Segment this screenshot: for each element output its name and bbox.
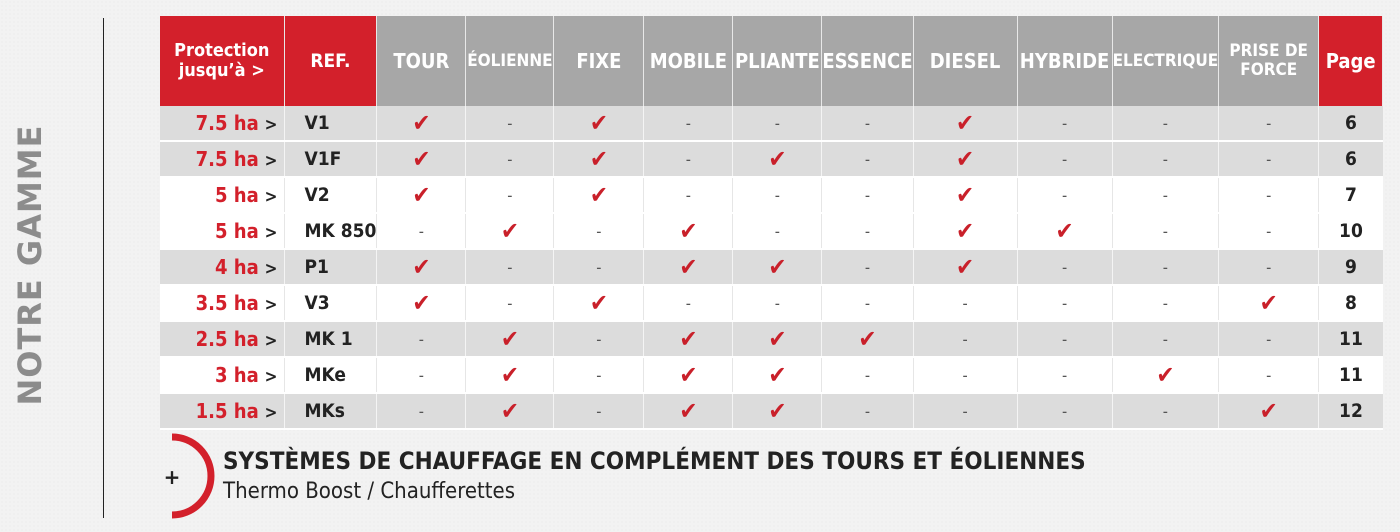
- plus-icon: +: [163, 465, 181, 489]
- ref-cell: MKs: [284, 393, 377, 429]
- dash-icon: -: [864, 186, 871, 205]
- table-row: [160, 249, 1383, 285]
- page-cell: 12: [1319, 393, 1383, 429]
- dash-icon: -: [1162, 258, 1168, 277]
- cell-essence: [822, 285, 913, 321]
- dash-icon: -: [1061, 114, 1068, 133]
- cell-tour: [377, 249, 466, 285]
- dash-icon: -: [685, 186, 691, 205]
- protection-value: 5 ha: [214, 183, 259, 207]
- cell-electrique: [1112, 141, 1219, 177]
- cell-pliante: [733, 321, 822, 357]
- ref-cell: MK 1: [284, 321, 377, 357]
- check-icon: ✔: [589, 109, 608, 137]
- cell-eolienne: [466, 285, 554, 321]
- cell-essence: [822, 321, 913, 357]
- arrow-glyph: >: [264, 367, 278, 387]
- cell-tour: [377, 321, 466, 357]
- arrow-glyph: >: [264, 403, 278, 423]
- page-cell: 7: [1319, 177, 1383, 213]
- cell-electrique: [1112, 177, 1219, 213]
- cell-essence: [822, 141, 913, 177]
- check-icon: ✔: [500, 325, 519, 353]
- check-icon: ✔: [768, 397, 787, 425]
- dash-icon: -: [962, 366, 968, 385]
- ref-cell: MK 850: [284, 213, 377, 249]
- check-icon: ✔: [500, 217, 519, 245]
- check-icon: ✔: [956, 181, 975, 209]
- table-header-row: [160, 16, 1383, 106]
- dash-icon: -: [1061, 150, 1068, 169]
- cell-mobile: [644, 213, 733, 249]
- dash-icon: -: [864, 366, 871, 385]
- header-hybride: HYBRIDE: [1017, 16, 1112, 106]
- cell-diesel: [913, 177, 1017, 213]
- cell-electrique: [1112, 213, 1219, 249]
- cell-prise-de-force: [1219, 213, 1319, 249]
- dash-icon: -: [774, 294, 780, 313]
- footer-subtitle: Thermo Boost / Chaufferettes: [223, 479, 516, 504]
- page-cell: 6: [1319, 141, 1383, 177]
- cell-eolienne: [466, 106, 554, 141]
- cell-tour: [377, 177, 466, 213]
- product-range-table: [160, 16, 1383, 430]
- cell-prise-de-force: [1219, 141, 1319, 177]
- dash-icon: -: [596, 258, 602, 277]
- dash-icon: -: [1162, 114, 1168, 133]
- cell-mobile: [644, 357, 733, 393]
- dash-icon: -: [1162, 150, 1168, 169]
- cell-mobile: [644, 393, 733, 429]
- cell-eolienne: [466, 177, 554, 213]
- header-diesel: DIESEL: [913, 16, 1017, 106]
- cell-essence: [822, 213, 913, 249]
- arrow-glyph: >: [264, 295, 278, 315]
- cell-mobile: [644, 106, 733, 141]
- check-icon: ✔: [679, 253, 698, 281]
- dash-icon: -: [418, 402, 424, 421]
- dash-icon: -: [1061, 402, 1068, 421]
- arrow-glyph: >: [264, 259, 278, 279]
- dash-icon: -: [962, 402, 968, 421]
- plus-badge: [160, 432, 220, 520]
- cell-mobile: [644, 177, 733, 213]
- check-icon: ✔: [679, 217, 698, 245]
- header-tour: TOUR: [377, 16, 466, 106]
- protection-value: 5 ha: [214, 219, 259, 243]
- arrow-glyph: >: [264, 151, 278, 171]
- header-page: Page: [1319, 16, 1383, 106]
- dash-icon: -: [1061, 366, 1068, 385]
- cell-fixe: [554, 213, 644, 249]
- table-row: [160, 321, 1383, 357]
- cell-diesel: [913, 285, 1017, 321]
- check-icon: ✔: [500, 361, 519, 389]
- dash-icon: -: [864, 114, 871, 133]
- check-icon: ✔: [768, 145, 787, 173]
- cell-diesel: [913, 357, 1017, 393]
- header-eolienne: ÉOLIENNE: [466, 16, 554, 106]
- dash-icon: -: [774, 114, 780, 133]
- page-cell: 11: [1319, 357, 1383, 393]
- page-cell: 9: [1319, 249, 1383, 285]
- check-icon: ✔: [1055, 217, 1074, 245]
- cell-mobile: [644, 285, 733, 321]
- dash-icon: -: [1061, 294, 1068, 313]
- table-row: [160, 285, 1383, 321]
- cell-prise-de-force: [1219, 177, 1319, 213]
- dash-icon: -: [1266, 150, 1272, 169]
- header-essence: ESSENCE: [822, 16, 913, 106]
- cell-fixe: [554, 321, 644, 357]
- protection-cell: [160, 357, 284, 393]
- cell-eolienne: [466, 141, 554, 177]
- check-icon: ✔: [1156, 361, 1175, 389]
- dash-icon: -: [596, 402, 602, 421]
- dash-icon: -: [864, 402, 871, 421]
- cell-electrique: [1112, 106, 1219, 141]
- cell-pliante: [733, 213, 822, 249]
- cell-pliante: [733, 285, 822, 321]
- cell-diesel: [913, 141, 1017, 177]
- ref-cell: P1: [284, 249, 377, 285]
- cell-hybride: [1017, 321, 1112, 357]
- check-icon: ✔: [679, 361, 698, 389]
- cell-electrique: [1112, 393, 1219, 429]
- cell-prise-de-force: [1219, 285, 1319, 321]
- header-prise-de-force: PRISE DE FORCE: [1219, 16, 1319, 106]
- check-icon: ✔: [956, 109, 975, 137]
- dash-icon: -: [1266, 114, 1272, 133]
- footer-title: SYSTÈMES DE CHAUFFAGE EN COMPLÉMENT DES TOURS ET ÉOLIENNES: [223, 447, 1086, 475]
- page-cell: 6: [1319, 106, 1383, 141]
- cell-tour: [377, 213, 466, 249]
- cell-prise-de-force: [1219, 249, 1319, 285]
- arrow-glyph: >: [264, 187, 278, 207]
- cell-mobile: [644, 321, 733, 357]
- cell-eolienne: [466, 393, 554, 429]
- table-row: [160, 177, 1383, 213]
- cell-hybride: [1017, 141, 1112, 177]
- cell-pliante: [733, 141, 822, 177]
- cell-fixe: [554, 285, 644, 321]
- cell-electrique: [1112, 285, 1219, 321]
- header-ref: REF.: [284, 16, 377, 106]
- dash-icon: -: [507, 114, 513, 133]
- cell-essence: [822, 357, 913, 393]
- dash-icon: -: [774, 186, 780, 205]
- table-row: [160, 393, 1383, 429]
- check-icon: ✔: [412, 289, 431, 317]
- check-icon: ✔: [1259, 397, 1278, 425]
- cell-tour: [377, 357, 466, 393]
- plus-ring-icon: [160, 432, 220, 520]
- cell-diesel: [913, 249, 1017, 285]
- protection-value: 3.5 ha: [195, 291, 259, 315]
- cell-eolienne: [466, 357, 554, 393]
- dash-icon: -: [596, 366, 602, 385]
- check-icon: ✔: [768, 325, 787, 353]
- arrow-glyph: >: [264, 223, 278, 243]
- check-icon: ✔: [768, 253, 787, 281]
- table-row: [160, 213, 1383, 249]
- dash-icon: -: [1266, 330, 1272, 349]
- page-cell: 10: [1319, 213, 1383, 249]
- table-row: [160, 141, 1383, 177]
- check-icon: ✔: [589, 145, 608, 173]
- cell-hybride: [1017, 249, 1112, 285]
- cell-fixe: [554, 141, 644, 177]
- dash-icon: -: [1162, 330, 1168, 349]
- dash-icon: -: [864, 294, 871, 313]
- cell-fixe: [554, 393, 644, 429]
- page-cell: 11: [1319, 321, 1383, 357]
- dash-icon: -: [864, 150, 871, 169]
- cell-fixe: [554, 106, 644, 141]
- dash-icon: -: [962, 294, 968, 313]
- header-fixe: FIXE: [554, 16, 644, 106]
- dash-icon: -: [418, 366, 424, 385]
- dash-icon: -: [507, 294, 513, 313]
- check-icon: ✔: [768, 361, 787, 389]
- cell-fixe: [554, 249, 644, 285]
- protection-value: 7.5 ha: [195, 111, 259, 135]
- cell-essence: [822, 393, 913, 429]
- check-icon: ✔: [679, 397, 698, 425]
- ref-cell: V1: [284, 106, 377, 141]
- dash-icon: -: [1061, 186, 1068, 205]
- check-icon: ✔: [589, 289, 608, 317]
- cell-mobile: [644, 141, 733, 177]
- protection-value: 7.5 ha: [195, 147, 259, 171]
- dash-icon: -: [1162, 222, 1168, 241]
- cell-hybride: [1017, 393, 1112, 429]
- cell-diesel: [913, 213, 1017, 249]
- cell-eolienne: [466, 213, 554, 249]
- dash-icon: -: [774, 222, 780, 241]
- header-electrique: ELECTRIQUE: [1112, 16, 1219, 106]
- protection-value: 1.5 ha: [195, 399, 259, 423]
- cell-pliante: [733, 393, 822, 429]
- check-icon: ✔: [1259, 289, 1278, 317]
- dash-icon: -: [685, 150, 691, 169]
- dash-icon: -: [1061, 258, 1068, 277]
- header-protection: Protection jusqu’à >: [160, 16, 284, 106]
- cell-eolienne: [466, 249, 554, 285]
- protection-cell: [160, 393, 284, 429]
- dash-icon: -: [1266, 366, 1272, 385]
- dash-icon: -: [1162, 294, 1168, 313]
- dash-icon: -: [1266, 258, 1272, 277]
- cell-hybride: [1017, 177, 1112, 213]
- header-pliante: PLIANTE: [733, 16, 822, 106]
- dash-icon: -: [596, 330, 602, 349]
- table-row: [160, 357, 1383, 393]
- cell-essence: [822, 106, 913, 141]
- arrow-glyph: >: [264, 331, 278, 351]
- check-icon: ✔: [412, 145, 431, 173]
- protection-cell: [160, 249, 284, 285]
- protection-value: 4 ha: [214, 255, 259, 279]
- header-mobile: MOBILE: [644, 16, 733, 106]
- cell-essence: [822, 177, 913, 213]
- protection-value: 2.5 ha: [195, 327, 259, 351]
- dash-icon: -: [962, 330, 968, 349]
- ref-cell: V3: [284, 285, 377, 321]
- page-cell: 8: [1319, 285, 1383, 321]
- cell-pliante: [733, 357, 822, 393]
- dash-icon: -: [1162, 402, 1168, 421]
- dash-icon: -: [418, 222, 424, 241]
- cell-tour: [377, 285, 466, 321]
- table-row: [160, 106, 1383, 141]
- cell-hybride: [1017, 106, 1112, 141]
- protection-cell: [160, 106, 284, 141]
- protection-cell: [160, 285, 284, 321]
- check-icon: ✔: [679, 325, 698, 353]
- cell-hybride: [1017, 213, 1112, 249]
- cell-prise-de-force: [1219, 106, 1319, 141]
- ref-cell: V2: [284, 177, 377, 213]
- dash-icon: -: [1266, 222, 1272, 241]
- protection-cell: [160, 177, 284, 213]
- cell-pliante: [733, 177, 822, 213]
- dash-icon: -: [864, 258, 871, 277]
- cell-eolienne: [466, 321, 554, 357]
- protection-cell: [160, 213, 284, 249]
- cell-electrique: [1112, 357, 1219, 393]
- dash-icon: -: [685, 114, 691, 133]
- cell-prise-de-force: [1219, 393, 1319, 429]
- dash-icon: -: [1162, 186, 1168, 205]
- dash-icon: -: [507, 186, 513, 205]
- cell-electrique: [1112, 321, 1219, 357]
- dash-icon: -: [507, 150, 513, 169]
- cell-pliante: [733, 106, 822, 141]
- dash-icon: -: [418, 330, 424, 349]
- check-icon: ✔: [412, 181, 431, 209]
- cell-hybride: [1017, 285, 1112, 321]
- cell-tour: [377, 393, 466, 429]
- cell-tour: [377, 106, 466, 141]
- cell-pliante: [733, 249, 822, 285]
- cell-mobile: [644, 249, 733, 285]
- arrow-glyph: >: [264, 115, 278, 135]
- dash-icon: -: [1266, 186, 1272, 205]
- cell-diesel: [913, 321, 1017, 357]
- check-icon: ✔: [956, 145, 975, 173]
- ref-cell: MKe: [284, 357, 377, 393]
- check-icon: ✔: [956, 253, 975, 281]
- cell-essence: [822, 249, 913, 285]
- protection-cell: [160, 141, 284, 177]
- check-icon: ✔: [858, 325, 877, 353]
- cell-fixe: [554, 177, 644, 213]
- cell-diesel: [913, 106, 1017, 141]
- cell-hybride: [1017, 357, 1112, 393]
- section-title-vertical: NOTRE GAMME: [11, 124, 49, 406]
- cell-diesel: [913, 393, 1017, 429]
- check-icon: ✔: [956, 217, 975, 245]
- protection-cell: [160, 321, 284, 357]
- cell-tour: [377, 141, 466, 177]
- check-icon: ✔: [412, 109, 431, 137]
- divider-line: [103, 18, 104, 518]
- check-icon: ✔: [412, 253, 431, 281]
- cell-prise-de-force: [1219, 321, 1319, 357]
- cell-electrique: [1112, 249, 1219, 285]
- ref-cell: V1F: [284, 141, 377, 177]
- cell-prise-de-force: [1219, 357, 1319, 393]
- dash-icon: -: [507, 258, 513, 277]
- dash-icon: -: [596, 222, 602, 241]
- cell-fixe: [554, 357, 644, 393]
- protection-value: 3 ha: [214, 363, 259, 387]
- dash-icon: -: [1061, 330, 1068, 349]
- check-icon: ✔: [500, 397, 519, 425]
- check-icon: ✔: [589, 181, 608, 209]
- dash-icon: -: [864, 222, 871, 241]
- dash-icon: -: [685, 294, 691, 313]
